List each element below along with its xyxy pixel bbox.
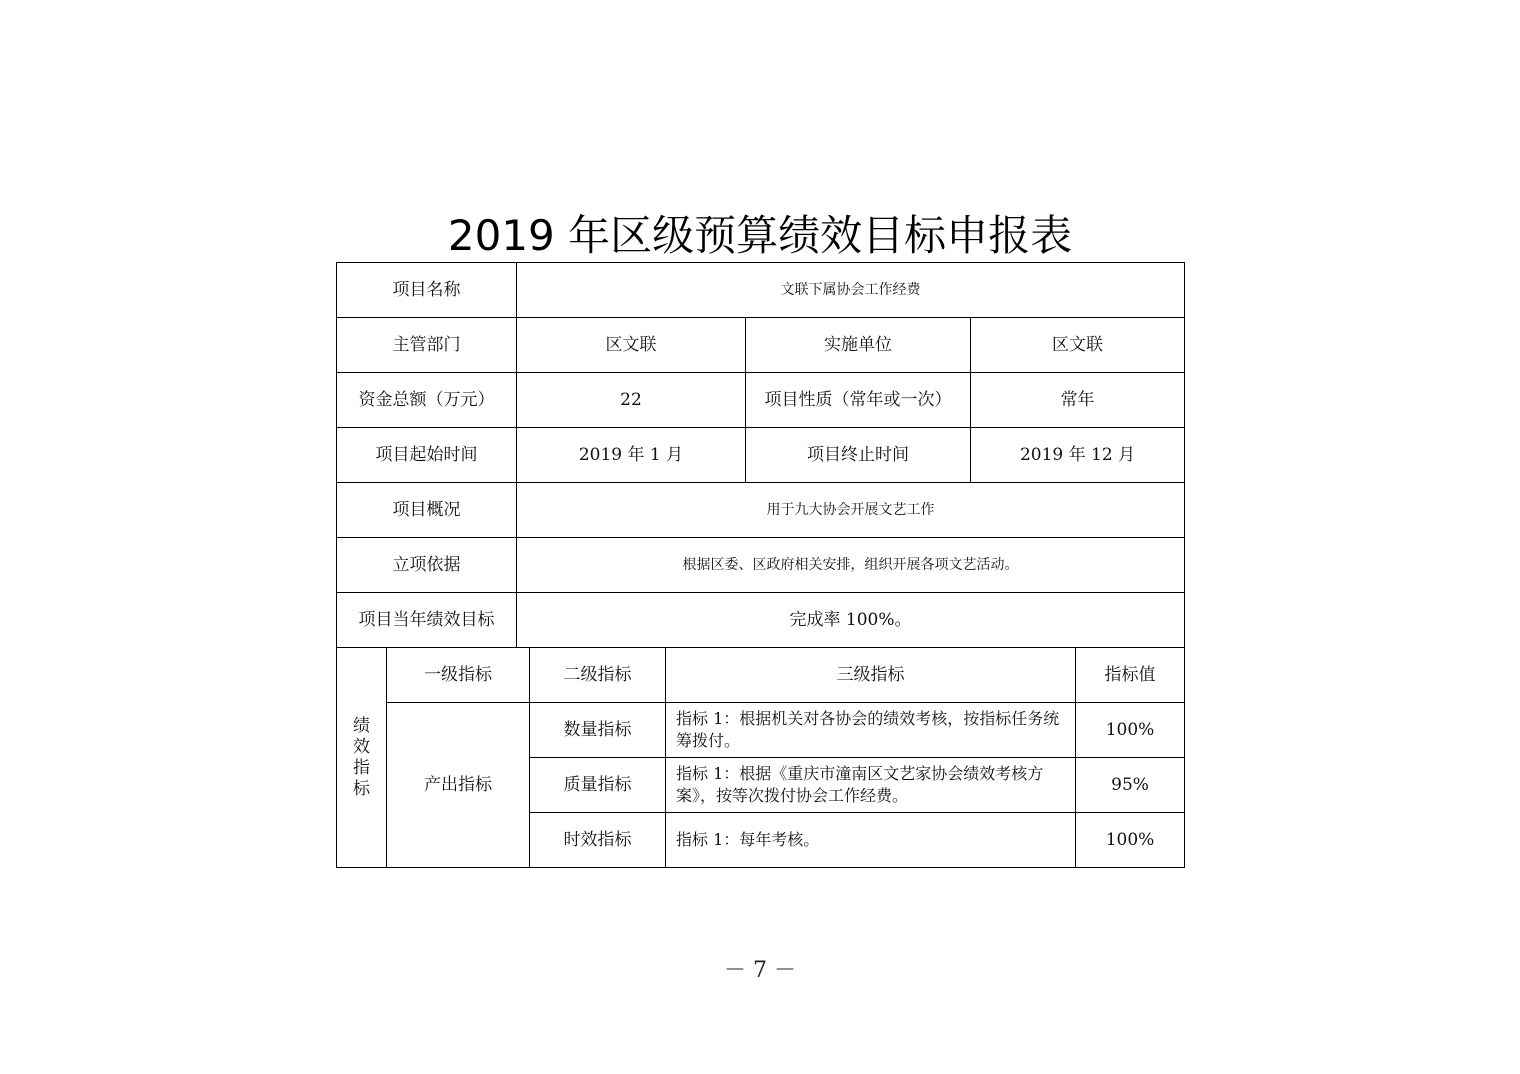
table-row: [337, 703, 1185, 758]
level3-description: 指标 1：根据《重庆市潼南区文艺家协会绩效考核方案》，按等次拨付协会工作经费。: [666, 758, 1076, 813]
header-level3: 三级指标: [666, 648, 1076, 703]
level3-description: 指标 1：每年考核。: [666, 813, 1076, 868]
total-funds-label: 资金总额（万元）: [337, 373, 517, 428]
row-funds: [337, 373, 1185, 428]
project-name-value: 文联下属协会工作经费: [517, 263, 1185, 318]
level2-name: 时效指标: [530, 813, 666, 868]
overview-value: 用于九大协会开展文艺工作: [517, 483, 1185, 538]
level2-name: 质量指标: [530, 758, 666, 813]
page-number: － 7 －: [724, 958, 796, 983]
budget-performance-table: [336, 262, 1185, 868]
total-funds-value: 22: [517, 373, 746, 428]
implementing-unit-label: 实施单位: [746, 318, 971, 373]
indicator-value: 100%: [1076, 703, 1185, 758]
row-overview: [337, 483, 1185, 538]
overview-label: 项目概况: [337, 483, 517, 538]
indicator-value: 100%: [1076, 813, 1185, 868]
indicator-value: 95%: [1076, 758, 1185, 813]
header-level1: 一级指标: [387, 648, 530, 703]
basis-value: 根据区委、区政府相关安排，组织开展各项文艺活动。: [517, 538, 1185, 593]
indicators-section-label: [337, 648, 387, 868]
row-department: [337, 318, 1185, 373]
level1-output-indicator: 产出指标: [387, 703, 530, 868]
department-value: 区文联: [517, 318, 746, 373]
page-title: 2019 年区级预算绩效目标申报表: [447, 211, 1073, 260]
department-label: 主管部门: [337, 318, 517, 373]
row-annual-goal: [337, 593, 1185, 648]
row-basis: [337, 538, 1185, 593]
project-name-label: 项目名称: [337, 263, 517, 318]
annual-goal-value: 完成率 100%。: [517, 593, 1185, 648]
level2-name: 数量指标: [530, 703, 666, 758]
header-value: 指标值: [1076, 648, 1185, 703]
annual-goal-label: 项目当年绩效目标: [337, 593, 517, 648]
project-nature-value: 常年: [971, 373, 1185, 428]
row-indicator-headers: [337, 648, 1185, 703]
indicators-section-text: 绩效指标: [353, 715, 370, 799]
start-time-value: 2019 年 1 月: [517, 428, 746, 483]
project-nature-label: 项目性质（常年或一次）: [746, 373, 971, 428]
level3-description: 指标 1：根据机关对各协会的绩效考核，按指标任务统筹拨付。: [666, 703, 1076, 758]
implementing-unit-value: 区文联: [971, 318, 1185, 373]
end-time-label: 项目终止时间: [746, 428, 971, 483]
header-level2: 二级指标: [530, 648, 666, 703]
row-time: [337, 428, 1185, 483]
end-time-value: 2019 年 12 月: [971, 428, 1185, 483]
start-time-label: 项目起始时间: [337, 428, 517, 483]
row-project-name: [337, 263, 1185, 318]
basis-label: 立项依据: [337, 538, 517, 593]
